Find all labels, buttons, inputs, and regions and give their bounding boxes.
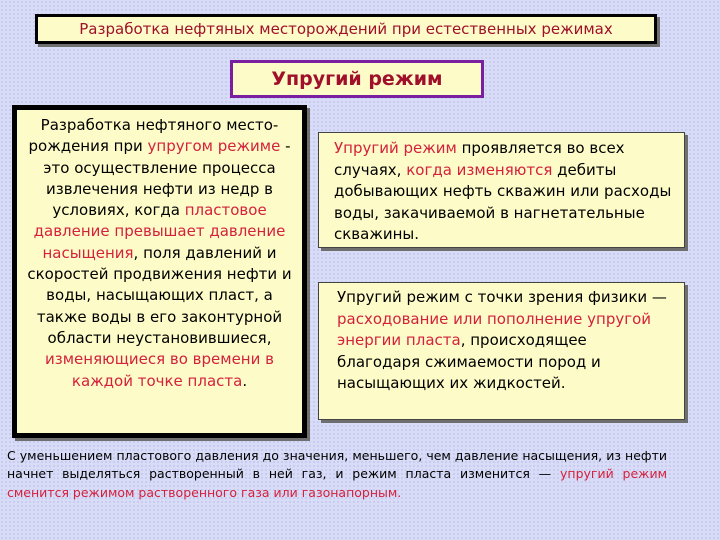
definition-panel xyxy=(12,105,307,438)
manifestation-highlight-change: когда изменяются xyxy=(406,160,553,179)
definition-text: - это осуществление процесса извлечения нефти из недр в условиях, когда xyxy=(43,137,291,220)
manifestation-box xyxy=(318,132,685,248)
physics-highlight-energy: расходование или пополнение упругой энергии пласта xyxy=(337,309,652,349)
definition-highlight-time-varying: изменяющиеся во времени в каждой точке пласта xyxy=(45,350,274,390)
definition-text: , поля давлений и скоростей продвижения нефти и воды, насыщающих пласт, а также воды в его законтурной области неустановившиеся, xyxy=(27,243,292,347)
section-title: Упругий режим xyxy=(230,60,484,98)
physics-text: Упругий режим с точки зрения физики — xyxy=(337,288,667,306)
physics-text: , происходящее благодаря сжимаемости пород и насыщающих их жидкостей. xyxy=(337,331,601,392)
top-title: Разработка нефтяных месторождений при естественных режимах xyxy=(35,14,657,44)
manifestation-highlight-term: Упругий режим xyxy=(334,139,457,157)
physics-box xyxy=(318,282,685,420)
conclusion-highlight: упругий режим сменится режимом растворенного газа или газонапорным. xyxy=(7,466,667,500)
definition-highlight-pressure: пластовое давление превышает давление насыщения xyxy=(33,201,286,262)
manifestation-text: дебиты добывающих нефть скважин или расходы воды, закачиваемой в нагнетательные скважины. xyxy=(334,160,672,243)
conclusion-text: С уменьшением пластового давления до значения, меньшего, чем давление насыщения, из нефти начнет выделяться растворенный в ней газ, и режим пласта изменится — xyxy=(7,448,667,482)
definition-text: Разработка нефтяного место-рождения при xyxy=(28,116,279,156)
definition-highlight-elastic-mode: упругом режиме xyxy=(147,137,281,156)
conclusion-paragraph xyxy=(7,447,667,502)
definition-text: . xyxy=(242,371,248,390)
manifestation-text: проявляется во всех случаях, xyxy=(334,139,625,179)
